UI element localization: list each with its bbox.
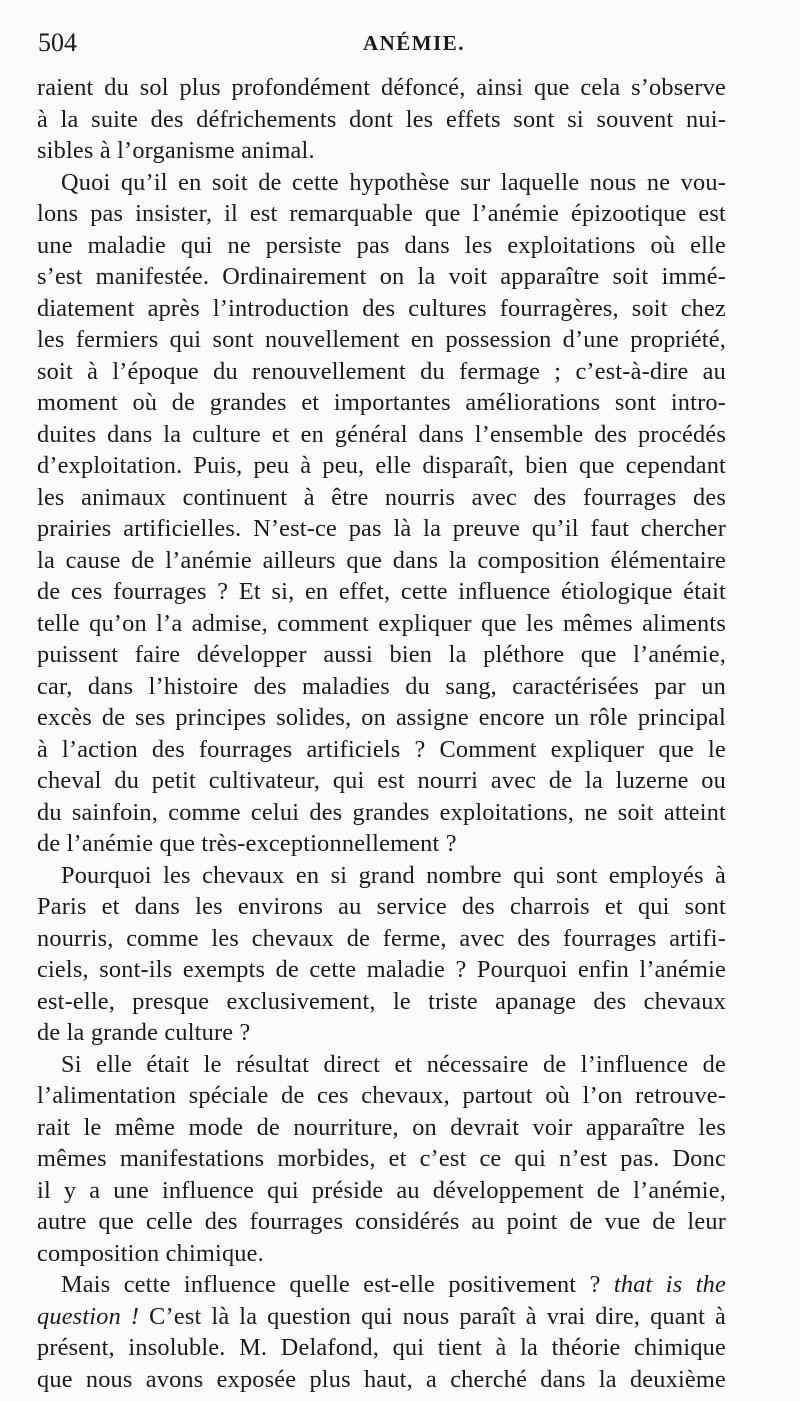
text-line: autre que celle des fourrages considérés au point de vue de leur	[37, 1208, 726, 1235]
text-line: que nous avons exposée plus haut, a cherché dans la deuxième	[37, 1365, 726, 1393]
text-run: C’est là la question qui nous paraît à vrai dire, quant à	[139, 1302, 727, 1330]
text-line: lons pas insister, il est remarquable que l’anémie épizootique est	[37, 200, 726, 227]
text-line: soit à l’époque du renouvellement du fermage ; c’est-à-dire au	[37, 357, 726, 385]
text-line: de ces fourrages ? Et si, en effet, cette influence étiologique était	[37, 578, 726, 605]
text-line: Quoi qu’il en soit de cette hypothèse sur laquelle nous ne vou-	[61, 168, 726, 196]
text-line: puissent faire développer aussi bien la pléthore que l’anémie,	[37, 641, 726, 668]
text-line: s’est manifestée. Ordinairement on la voit apparaître soit immé-	[37, 263, 726, 290]
text-line: Pourquoi les chevaux en si grand nombre qui sont employés à	[61, 861, 726, 889]
text-line: moment où de grandes et importantes améliorations sont intro-	[37, 389, 726, 416]
text-line: une maladie qui ne persiste pas dans les exploitations où elle	[37, 231, 726, 259]
italic-phrase: question !	[37, 1302, 140, 1330]
text-line: à l’action des fourrages artificiels ? Comment expliquer que le	[37, 735, 726, 763]
body-text	[37, 72, 726, 1395]
text-line: cheval du petit cultivateur, qui est nourri avec de la luzerne ou	[37, 767, 726, 794]
text-run: Mais cette influence quelle est-elle positivement ?	[61, 1271, 614, 1298]
text-line: telle qu’on l’a admise, comment expliquer que les mêmes aliments	[37, 609, 726, 637]
text-line: il y a une influence qui préside au développement de l’anémie,	[37, 1176, 726, 1204]
text-line: les animaux continuent à être nourris avec des fourrages des	[37, 483, 726, 511]
text-line: nourris, comme les chevaux de ferme, avec des fourrages artifi-	[37, 924, 726, 952]
text-line: la cause de l’anémie ailleurs que dans la composition élémentaire	[37, 546, 726, 574]
text-line: à la suite des défrichements dont les effets sont si souvent nui-	[37, 105, 726, 133]
text-line: excès de ses principes solides, on assigne encore un rôle principal	[37, 704, 726, 731]
text-line	[37, 1269, 726, 1301]
paragraph-1	[37, 72, 726, 167]
running-title: ANÉMIE.	[362, 31, 466, 55]
text-line: car, dans l’histoire des maladies du sang, caractérisées par un	[37, 672, 726, 700]
text-line	[37, 1301, 726, 1333]
text-line: rait le même mode de nourriture, on devrait voir apparaître les	[37, 1113, 726, 1141]
running-head	[38, 28, 760, 58]
text-line: du sainfoin, comme celui des grandes exploitations, ne soit atteint	[37, 798, 726, 826]
text-line: les fermiers qui sont nouvellement en possession d’une propriété,	[37, 326, 726, 353]
text-line: mêmes manifestations morbides, et c’est ce qui n’est pas. Donc	[37, 1145, 726, 1172]
text-line: duites dans la culture et en général dans l’ensemble des procédés	[37, 420, 726, 448]
paragraph-2	[37, 167, 726, 860]
text-line: diatement après l’introduction des cultures fourragères, soit chez	[37, 294, 726, 322]
paragraph-4	[37, 1049, 726, 1270]
paragraph-5	[37, 1269, 726, 1395]
text-line: sibles à l’organisme animal.	[37, 137, 315, 164]
paragraph-3	[37, 860, 726, 1049]
text-line: de la grande culture ?	[37, 1019, 251, 1046]
text-line: Si elle était le résultat direct et nécessaire de l’influence de	[61, 1050, 726, 1078]
text-line: prairies artificielles. N’est-ce pas là la preuve qu’il faut chercher	[37, 515, 726, 542]
text-line: est-elle, presque exclusivement, le triste apanage des chevaux	[37, 987, 726, 1015]
text-line: ciels, sont-ils exempts de cette maladie ? Pourquoi enfin l’anémie	[37, 956, 726, 983]
text-line: l’alimentation spéciale de ces chevaux, partout où l’on retrouve-	[37, 1082, 726, 1109]
page-number: 504	[38, 28, 77, 57]
text-line: d’exploitation. Puis, peu à peu, elle disparaît, bien que cependant	[37, 452, 726, 479]
text-line: composition chimique.	[37, 1239, 264, 1267]
italic-phrase: that is the	[613, 1271, 726, 1298]
text-line: Paris et dans les environs au service des charrois et qui sont	[37, 893, 726, 920]
text-line: présent, insoluble. M. Delafond, qui tient à la théorie chimique	[37, 1334, 726, 1361]
text-line: de l’anémie que très-exceptionnellement ?	[37, 830, 457, 857]
text-line: raient du sol plus profondément défoncé, ainsi que cela s’observe	[37, 74, 726, 101]
